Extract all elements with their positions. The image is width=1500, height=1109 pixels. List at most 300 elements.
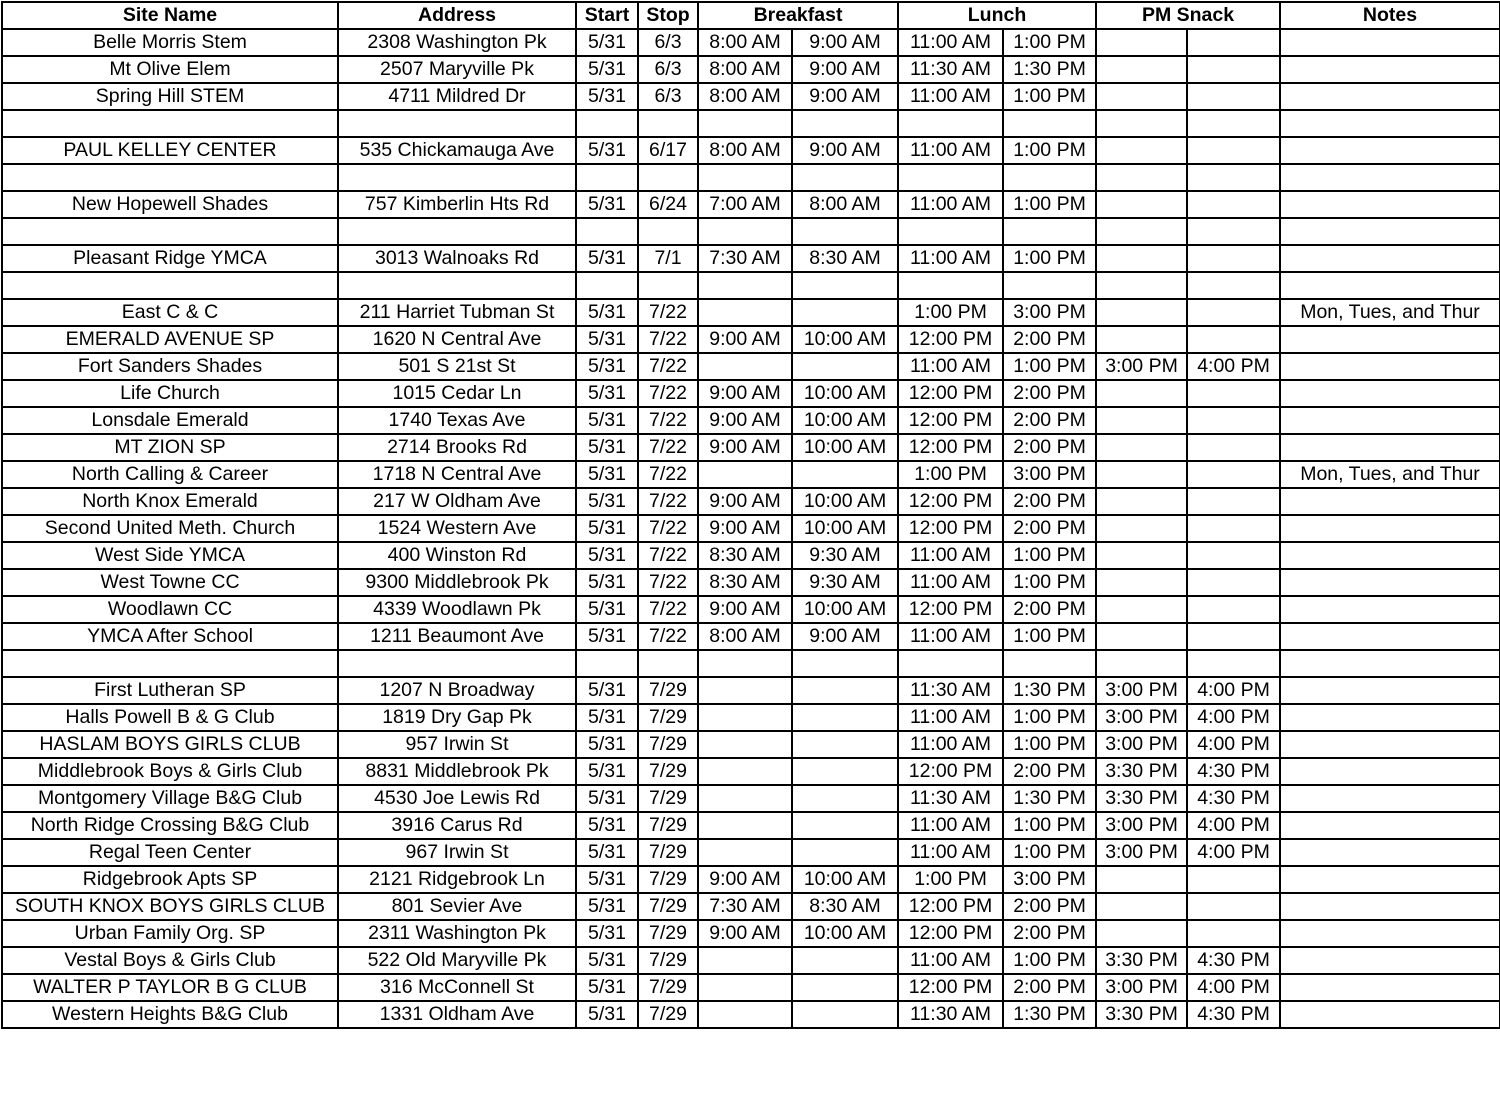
lunch-start-cell bbox=[898, 218, 1003, 245]
address-cell: 2507 Maryville Pk bbox=[338, 56, 576, 83]
lunch-start-cell: 11:00 AM bbox=[898, 731, 1003, 758]
breakfast-start-cell bbox=[698, 677, 792, 704]
site-name-cell: Spring Hill STEM bbox=[2, 83, 338, 110]
stop-cell: 7/29 bbox=[638, 731, 698, 758]
start-cell: 5/31 bbox=[576, 542, 638, 569]
site-name-cell: Urban Family Org. SP bbox=[2, 920, 338, 947]
snack-start-cell bbox=[1096, 83, 1187, 110]
header-lunch: Lunch bbox=[898, 2, 1096, 29]
start-cell: 5/31 bbox=[576, 191, 638, 218]
lunch-end-cell: 2:00 PM bbox=[1003, 758, 1096, 785]
start-cell: 5/31 bbox=[576, 407, 638, 434]
snack-end-cell bbox=[1187, 245, 1280, 272]
start-cell: 5/31 bbox=[576, 137, 638, 164]
lunch-start-cell: 12:00 PM bbox=[898, 488, 1003, 515]
table-body bbox=[2, 29, 1500, 1028]
site-name-cell: Ridgebrook Apts SP bbox=[2, 866, 338, 893]
table-row bbox=[2, 677, 1500, 704]
notes-cell bbox=[1280, 191, 1500, 218]
breakfast-start-cell bbox=[698, 164, 792, 191]
snack-start-cell bbox=[1096, 515, 1187, 542]
address-cell bbox=[338, 272, 576, 299]
breakfast-start-cell: 9:00 AM bbox=[698, 596, 792, 623]
breakfast-start-cell bbox=[698, 758, 792, 785]
notes-cell bbox=[1280, 974, 1500, 1001]
snack-start-cell: 3:00 PM bbox=[1096, 677, 1187, 704]
lunch-end-cell: 1:00 PM bbox=[1003, 947, 1096, 974]
lunch-end-cell: 2:00 PM bbox=[1003, 974, 1096, 1001]
snack-end-cell bbox=[1187, 380, 1280, 407]
table-row bbox=[2, 812, 1500, 839]
lunch-start-cell bbox=[898, 164, 1003, 191]
start-cell: 5/31 bbox=[576, 83, 638, 110]
start-cell: 5/31 bbox=[576, 488, 638, 515]
notes-cell bbox=[1280, 218, 1500, 245]
stop-cell: 7/29 bbox=[638, 785, 698, 812]
site-name-cell: Mt Olive Elem bbox=[2, 56, 338, 83]
address-cell: 757 Kimberlin Hts Rd bbox=[338, 191, 576, 218]
snack-end-cell bbox=[1187, 866, 1280, 893]
snack-start-cell bbox=[1096, 56, 1187, 83]
lunch-end-cell: 1:00 PM bbox=[1003, 569, 1096, 596]
stop-cell bbox=[638, 218, 698, 245]
start-cell: 5/31 bbox=[576, 947, 638, 974]
site-name-cell bbox=[2, 218, 338, 245]
snack-end-cell bbox=[1187, 191, 1280, 218]
lunch-start-cell: 11:30 AM bbox=[898, 1001, 1003, 1028]
stop-cell: 6/3 bbox=[638, 29, 698, 56]
table-row bbox=[2, 920, 1500, 947]
header-site-name: Site Name bbox=[2, 2, 338, 29]
table-row bbox=[2, 218, 1500, 245]
notes-cell bbox=[1280, 677, 1500, 704]
start-cell: 5/31 bbox=[576, 812, 638, 839]
snack-start-cell bbox=[1096, 218, 1187, 245]
table-row bbox=[2, 56, 1500, 83]
snack-end-cell: 4:30 PM bbox=[1187, 947, 1280, 974]
site-name-cell: SOUTH KNOX BOYS GIRLS CLUB bbox=[2, 893, 338, 920]
address-cell bbox=[338, 110, 576, 137]
snack-end-cell bbox=[1187, 299, 1280, 326]
notes-cell bbox=[1280, 83, 1500, 110]
site-name-cell: Second United Meth. Church bbox=[2, 515, 338, 542]
notes-cell: Mon, Tues, and Thur bbox=[1280, 299, 1500, 326]
breakfast-end-cell: 10:00 AM bbox=[792, 407, 898, 434]
notes-cell bbox=[1280, 704, 1500, 731]
notes-cell bbox=[1280, 380, 1500, 407]
lunch-start-cell bbox=[898, 272, 1003, 299]
start-cell: 5/31 bbox=[576, 353, 638, 380]
lunch-start-cell: 12:00 PM bbox=[898, 920, 1003, 947]
snack-start-cell bbox=[1096, 191, 1187, 218]
stop-cell: 7/22 bbox=[638, 596, 698, 623]
snack-start-cell: 3:00 PM bbox=[1096, 974, 1187, 1001]
site-name-cell: Regal Teen Center bbox=[2, 839, 338, 866]
notes-cell bbox=[1280, 1001, 1500, 1028]
address-cell: 1211 Beaumont Ave bbox=[338, 623, 576, 650]
address-cell: 9300 Middlebrook Pk bbox=[338, 569, 576, 596]
stop-cell: 7/29 bbox=[638, 866, 698, 893]
stop-cell: 7/29 bbox=[638, 758, 698, 785]
lunch-end-cell: 1:00 PM bbox=[1003, 29, 1096, 56]
snack-end-cell bbox=[1187, 596, 1280, 623]
breakfast-end-cell bbox=[792, 299, 898, 326]
address-cell: 4711 Mildred Dr bbox=[338, 83, 576, 110]
snack-start-cell bbox=[1096, 326, 1187, 353]
snack-start-cell bbox=[1096, 245, 1187, 272]
stop-cell bbox=[638, 164, 698, 191]
stop-cell: 7/22 bbox=[638, 299, 698, 326]
start-cell: 5/31 bbox=[576, 920, 638, 947]
notes-cell bbox=[1280, 812, 1500, 839]
site-name-cell: Belle Morris Stem bbox=[2, 29, 338, 56]
breakfast-end-cell bbox=[792, 353, 898, 380]
stop-cell: 7/22 bbox=[638, 542, 698, 569]
notes-cell bbox=[1280, 245, 1500, 272]
site-name-cell bbox=[2, 272, 338, 299]
lunch-end-cell: 3:00 PM bbox=[1003, 299, 1096, 326]
address-cell bbox=[338, 218, 576, 245]
address-cell: 522 Old Maryville Pk bbox=[338, 947, 576, 974]
site-name-cell: West Side YMCA bbox=[2, 542, 338, 569]
stop-cell: 7/22 bbox=[638, 353, 698, 380]
snack-start-cell bbox=[1096, 542, 1187, 569]
lunch-start-cell: 1:00 PM bbox=[898, 461, 1003, 488]
snack-end-cell bbox=[1187, 83, 1280, 110]
address-cell: 1620 N Central Ave bbox=[338, 326, 576, 353]
stop-cell: 7/29 bbox=[638, 947, 698, 974]
breakfast-start-cell: 7:30 AM bbox=[698, 893, 792, 920]
address-cell: 8831 Middlebrook Pk bbox=[338, 758, 576, 785]
snack-start-cell bbox=[1096, 596, 1187, 623]
lunch-end-cell bbox=[1003, 650, 1096, 677]
stop-cell: 7/22 bbox=[638, 434, 698, 461]
address-cell: 4530 Joe Lewis Rd bbox=[338, 785, 576, 812]
start-cell: 5/31 bbox=[576, 731, 638, 758]
site-name-cell: Fort Sanders Shades bbox=[2, 353, 338, 380]
lunch-start-cell: 11:00 AM bbox=[898, 812, 1003, 839]
breakfast-end-cell: 9:00 AM bbox=[792, 29, 898, 56]
breakfast-start-cell bbox=[698, 731, 792, 758]
snack-end-cell: 4:30 PM bbox=[1187, 1001, 1280, 1028]
lunch-end-cell: 2:00 PM bbox=[1003, 596, 1096, 623]
start-cell: 5/31 bbox=[576, 1001, 638, 1028]
breakfast-end-cell bbox=[792, 947, 898, 974]
table-row bbox=[2, 461, 1500, 488]
site-name-cell: Pleasant Ridge YMCA bbox=[2, 245, 338, 272]
site-name-cell bbox=[2, 164, 338, 191]
start-cell bbox=[576, 110, 638, 137]
address-cell: 217 W Oldham Ave bbox=[338, 488, 576, 515]
site-name-cell: EMERALD AVENUE SP bbox=[2, 326, 338, 353]
site-name-cell: East C & C bbox=[2, 299, 338, 326]
notes-cell bbox=[1280, 434, 1500, 461]
table-row bbox=[2, 488, 1500, 515]
breakfast-end-cell: 10:00 AM bbox=[792, 380, 898, 407]
breakfast-end-cell bbox=[792, 974, 898, 1001]
site-name-cell: North Calling & Career bbox=[2, 461, 338, 488]
snack-end-cell: 4:00 PM bbox=[1187, 704, 1280, 731]
breakfast-start-cell bbox=[698, 110, 792, 137]
snack-start-cell: 3:00 PM bbox=[1096, 812, 1187, 839]
snack-end-cell bbox=[1187, 29, 1280, 56]
start-cell bbox=[576, 218, 638, 245]
start-cell: 5/31 bbox=[576, 839, 638, 866]
lunch-start-cell: 11:00 AM bbox=[898, 839, 1003, 866]
snack-end-cell bbox=[1187, 218, 1280, 245]
snack-start-cell bbox=[1096, 380, 1187, 407]
start-cell: 5/31 bbox=[576, 434, 638, 461]
start-cell: 5/31 bbox=[576, 515, 638, 542]
breakfast-start-cell: 9:00 AM bbox=[698, 515, 792, 542]
breakfast-start-cell: 8:30 AM bbox=[698, 569, 792, 596]
stop-cell: 7/29 bbox=[638, 920, 698, 947]
address-cell bbox=[338, 650, 576, 677]
breakfast-end-cell: 10:00 AM bbox=[792, 488, 898, 515]
lunch-end-cell: 1:30 PM bbox=[1003, 1001, 1096, 1028]
lunch-start-cell bbox=[898, 110, 1003, 137]
breakfast-start-cell: 8:30 AM bbox=[698, 542, 792, 569]
snack-start-cell bbox=[1096, 569, 1187, 596]
site-name-cell: YMCA After School bbox=[2, 623, 338, 650]
stop-cell: 7/29 bbox=[638, 704, 698, 731]
address-cell: 967 Irwin St bbox=[338, 839, 576, 866]
table-row bbox=[2, 596, 1500, 623]
snack-end-cell bbox=[1187, 56, 1280, 83]
site-name-cell: Western Heights B&G Club bbox=[2, 1001, 338, 1028]
breakfast-end-cell: 9:30 AM bbox=[792, 569, 898, 596]
breakfast-end-cell bbox=[792, 839, 898, 866]
header-stop: Stop bbox=[638, 2, 698, 29]
breakfast-start-cell bbox=[698, 947, 792, 974]
breakfast-end-cell: 10:00 AM bbox=[792, 920, 898, 947]
table-row bbox=[2, 731, 1500, 758]
address-cell: 211 Harriet Tubman St bbox=[338, 299, 576, 326]
breakfast-start-cell bbox=[698, 272, 792, 299]
snack-end-cell: 4:00 PM bbox=[1187, 677, 1280, 704]
snack-start-cell: 3:30 PM bbox=[1096, 947, 1187, 974]
snack-start-cell bbox=[1096, 488, 1187, 515]
snack-end-cell: 4:00 PM bbox=[1187, 731, 1280, 758]
table-row bbox=[2, 947, 1500, 974]
breakfast-end-cell: 9:00 AM bbox=[792, 83, 898, 110]
stop-cell: 7/29 bbox=[638, 839, 698, 866]
lunch-end-cell bbox=[1003, 164, 1096, 191]
table-row bbox=[2, 569, 1500, 596]
snack-end-cell: 4:30 PM bbox=[1187, 785, 1280, 812]
lunch-start-cell: 1:00 PM bbox=[898, 299, 1003, 326]
snack-start-cell bbox=[1096, 893, 1187, 920]
snack-end-cell bbox=[1187, 893, 1280, 920]
table-row bbox=[2, 623, 1500, 650]
lunch-start-cell: 11:00 AM bbox=[898, 947, 1003, 974]
site-name-cell: PAUL KELLEY CENTER bbox=[2, 137, 338, 164]
table-row bbox=[2, 785, 1500, 812]
site-name-cell: New Hopewell Shades bbox=[2, 191, 338, 218]
notes-cell bbox=[1280, 137, 1500, 164]
breakfast-start-cell bbox=[698, 461, 792, 488]
breakfast-start-cell: 8:00 AM bbox=[698, 137, 792, 164]
breakfast-start-cell: 8:00 AM bbox=[698, 83, 792, 110]
lunch-end-cell: 2:00 PM bbox=[1003, 920, 1096, 947]
lunch-end-cell: 2:00 PM bbox=[1003, 434, 1096, 461]
lunch-end-cell: 2:00 PM bbox=[1003, 326, 1096, 353]
start-cell: 5/31 bbox=[576, 677, 638, 704]
table-row bbox=[2, 407, 1500, 434]
table-row bbox=[2, 164, 1500, 191]
lunch-end-cell: 1:30 PM bbox=[1003, 785, 1096, 812]
start-cell: 5/31 bbox=[576, 623, 638, 650]
breakfast-start-cell: 9:00 AM bbox=[698, 866, 792, 893]
breakfast-start-cell: 8:00 AM bbox=[698, 56, 792, 83]
table-row bbox=[2, 353, 1500, 380]
table-row bbox=[2, 839, 1500, 866]
snack-end-cell bbox=[1187, 272, 1280, 299]
stop-cell: 7/29 bbox=[638, 1001, 698, 1028]
stop-cell: 7/22 bbox=[638, 488, 698, 515]
snack-end-cell bbox=[1187, 110, 1280, 137]
lunch-end-cell: 3:00 PM bbox=[1003, 461, 1096, 488]
table-row bbox=[2, 758, 1500, 785]
site-name-cell: Halls Powell B & G Club bbox=[2, 704, 338, 731]
lunch-start-cell: 12:00 PM bbox=[898, 407, 1003, 434]
address-cell: 316 McConnell St bbox=[338, 974, 576, 1001]
table-row bbox=[2, 434, 1500, 461]
breakfast-start-cell: 9:00 AM bbox=[698, 326, 792, 353]
snack-start-cell bbox=[1096, 434, 1187, 461]
site-schedule-table bbox=[1, 1, 1500, 1029]
lunch-end-cell: 2:00 PM bbox=[1003, 893, 1096, 920]
breakfast-start-cell: 8:00 AM bbox=[698, 29, 792, 56]
address-cell: 1740 Texas Ave bbox=[338, 407, 576, 434]
snack-end-cell: 4:00 PM bbox=[1187, 353, 1280, 380]
site-name-cell: Lonsdale Emerald bbox=[2, 407, 338, 434]
lunch-start-cell: 11:00 AM bbox=[898, 569, 1003, 596]
start-cell bbox=[576, 272, 638, 299]
breakfast-end-cell bbox=[792, 164, 898, 191]
snack-start-cell bbox=[1096, 110, 1187, 137]
snack-end-cell bbox=[1187, 461, 1280, 488]
snack-end-cell bbox=[1187, 326, 1280, 353]
lunch-end-cell: 2:00 PM bbox=[1003, 407, 1096, 434]
stop-cell: 7/22 bbox=[638, 380, 698, 407]
stop-cell: 7/22 bbox=[638, 407, 698, 434]
breakfast-start-cell: 9:00 AM bbox=[698, 434, 792, 461]
start-cell: 5/31 bbox=[576, 758, 638, 785]
lunch-end-cell: 1:00 PM bbox=[1003, 542, 1096, 569]
lunch-start-cell: 12:00 PM bbox=[898, 596, 1003, 623]
stop-cell bbox=[638, 650, 698, 677]
site-name-cell: Woodlawn CC bbox=[2, 596, 338, 623]
table-row bbox=[2, 326, 1500, 353]
start-cell: 5/31 bbox=[576, 569, 638, 596]
lunch-start-cell: 11:30 AM bbox=[898, 56, 1003, 83]
lunch-start-cell: 12:00 PM bbox=[898, 758, 1003, 785]
snack-start-cell bbox=[1096, 272, 1187, 299]
snack-end-cell: 4:00 PM bbox=[1187, 839, 1280, 866]
breakfast-end-cell bbox=[792, 272, 898, 299]
notes-cell bbox=[1280, 596, 1500, 623]
snack-start-cell: 3:00 PM bbox=[1096, 704, 1187, 731]
start-cell: 5/31 bbox=[576, 974, 638, 1001]
lunch-start-cell: 11:30 AM bbox=[898, 785, 1003, 812]
site-name-cell: Life Church bbox=[2, 380, 338, 407]
start-cell: 5/31 bbox=[576, 866, 638, 893]
lunch-end-cell: 1:00 PM bbox=[1003, 353, 1096, 380]
breakfast-end-cell: 9:00 AM bbox=[792, 137, 898, 164]
snack-end-cell bbox=[1187, 434, 1280, 461]
breakfast-start-cell: 9:00 AM bbox=[698, 407, 792, 434]
address-cell: 1524 Western Ave bbox=[338, 515, 576, 542]
lunch-start-cell: 11:00 AM bbox=[898, 623, 1003, 650]
table-row bbox=[2, 299, 1500, 326]
header-start: Start bbox=[576, 2, 638, 29]
breakfast-start-cell: 9:00 AM bbox=[698, 380, 792, 407]
breakfast-end-cell bbox=[792, 461, 898, 488]
notes-cell bbox=[1280, 623, 1500, 650]
site-name-cell bbox=[2, 110, 338, 137]
notes-cell bbox=[1280, 515, 1500, 542]
breakfast-end-cell: 10:00 AM bbox=[792, 866, 898, 893]
breakfast-end-cell: 9:00 AM bbox=[792, 56, 898, 83]
snack-end-cell: 4:30 PM bbox=[1187, 758, 1280, 785]
notes-cell bbox=[1280, 839, 1500, 866]
lunch-end-cell: 2:00 PM bbox=[1003, 380, 1096, 407]
snack-end-cell bbox=[1187, 137, 1280, 164]
table-row bbox=[2, 380, 1500, 407]
snack-start-cell bbox=[1096, 407, 1187, 434]
notes-cell bbox=[1280, 731, 1500, 758]
table-row bbox=[2, 893, 1500, 920]
notes-cell bbox=[1280, 110, 1500, 137]
notes-cell bbox=[1280, 407, 1500, 434]
address-cell: 1207 N Broadway bbox=[338, 677, 576, 704]
notes-cell bbox=[1280, 164, 1500, 191]
header-address: Address bbox=[338, 2, 576, 29]
breakfast-end-cell bbox=[792, 758, 898, 785]
lunch-start-cell: 12:00 PM bbox=[898, 326, 1003, 353]
lunch-start-cell: 11:30 AM bbox=[898, 677, 1003, 704]
breakfast-end-cell: 10:00 AM bbox=[792, 434, 898, 461]
breakfast-end-cell bbox=[792, 785, 898, 812]
lunch-end-cell: 1:00 PM bbox=[1003, 731, 1096, 758]
table-row bbox=[2, 704, 1500, 731]
lunch-end-cell bbox=[1003, 110, 1096, 137]
snack-start-cell bbox=[1096, 866, 1187, 893]
snack-start-cell: 3:30 PM bbox=[1096, 758, 1187, 785]
address-cell: 957 Irwin St bbox=[338, 731, 576, 758]
header-row bbox=[2, 2, 1500, 29]
snack-end-cell bbox=[1187, 407, 1280, 434]
stop-cell: 7/29 bbox=[638, 677, 698, 704]
notes-cell bbox=[1280, 326, 1500, 353]
lunch-start-cell: 11:00 AM bbox=[898, 29, 1003, 56]
lunch-end-cell bbox=[1003, 218, 1096, 245]
lunch-end-cell: 1:00 PM bbox=[1003, 245, 1096, 272]
stop-cell: 6/17 bbox=[638, 137, 698, 164]
stop-cell: 7/22 bbox=[638, 623, 698, 650]
start-cell: 5/31 bbox=[576, 56, 638, 83]
stop-cell bbox=[638, 110, 698, 137]
stop-cell: 6/3 bbox=[638, 83, 698, 110]
start-cell: 5/31 bbox=[576, 704, 638, 731]
start-cell: 5/31 bbox=[576, 893, 638, 920]
address-cell: 400 Winston Rd bbox=[338, 542, 576, 569]
lunch-end-cell: 3:00 PM bbox=[1003, 866, 1096, 893]
address-cell: 2714 Brooks Rd bbox=[338, 434, 576, 461]
site-name-cell bbox=[2, 650, 338, 677]
lunch-end-cell: 1:00 PM bbox=[1003, 137, 1096, 164]
